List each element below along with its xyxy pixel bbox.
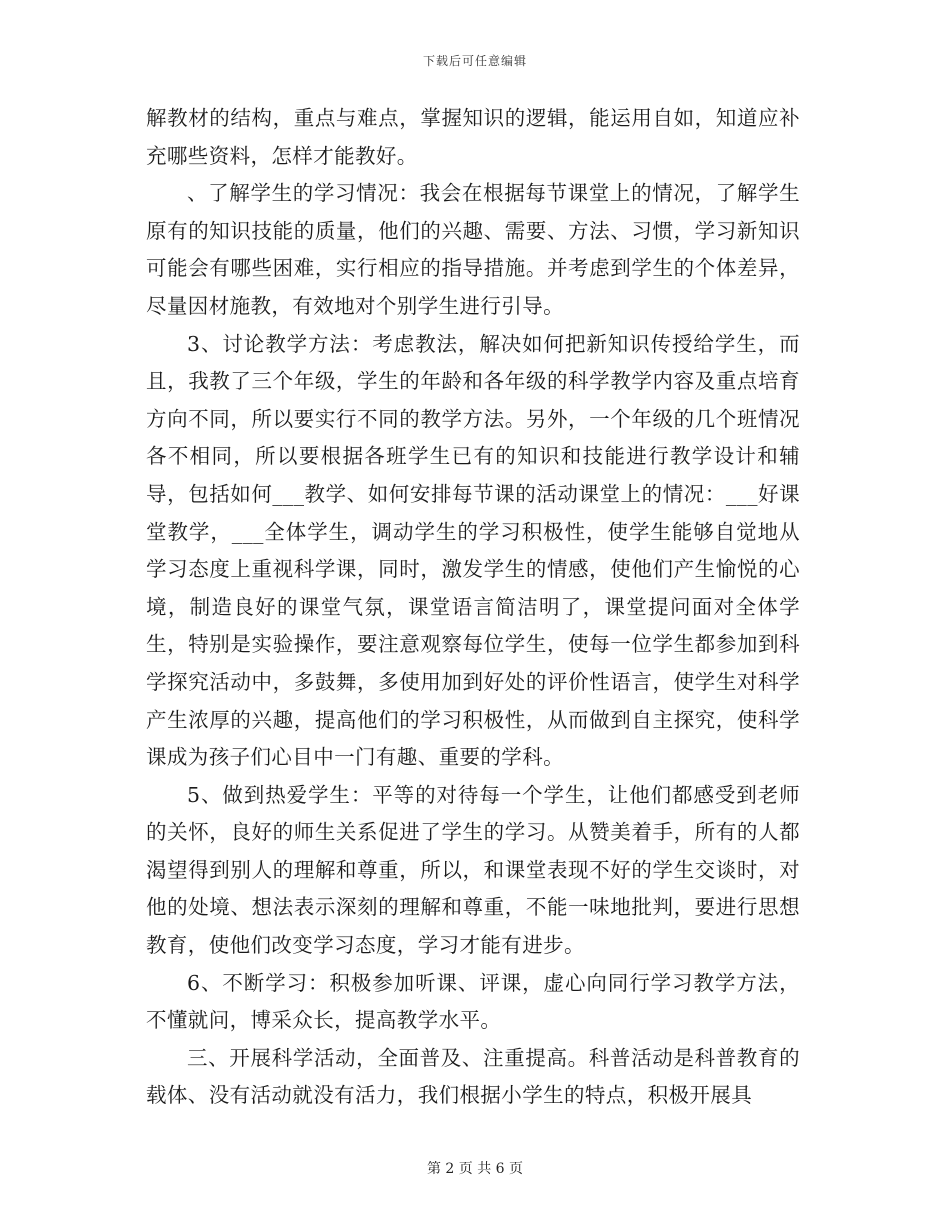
paragraph-love-students: 5、做到热爱学生：平等的对待每一个学生，让他们都感受到老师的关怀，良好的师生关系促进了学生的学习。从赞美着手，所有的人都渴望得到别人的理解和尊重，所以，和课堂表现不好的学生交谈时，对他的处境、想法表示深刻的理解和尊重，不能一味地批判，要进行思想教育，使他们改变学习态度，学习才能有进步。 <box>146 782 800 958</box>
paragraph-continuation: 解教材的结构，重点与难点，掌握知识的逻辑，能运用自如，知道应补充哪些资料，怎样才能教好。 <box>146 106 800 168</box>
page-footer: 第 2 页 共 6 页 <box>426 1161 524 1177</box>
paragraph-student-learning: 、了解学生的学习情况：我会在根据每节课堂上的情况，了解学生原有的知识技能的质量，他们的兴趣、需要、方法、习惯，学习新知识可能会有哪些困难，实行相应的指导措施。并考虑到学生的个体差异，尽量因材施教，有效地对个别学生进行引导。 <box>146 181 800 318</box>
document-body <box>146 100 800 1115</box>
paragraph-teaching-methods: 3、讨论教学方法：考虑教法，解决如何把新知识传授给学生，而且，我教了三个年级，学生的年龄和各年级的科学教学内容及重点培育方向不同，所以要实行不同的教学方法。另外，一个年级的几个班情况各不相同，所以要根据各班学生已有的知识和技能进行教学设计和辅导，包括如何___教学、如何安排每节课的活动课堂上的情况：___好课堂教学，___全体学生，调动学生的学习积极性，使学生能够自觉地从学习态度上重视科学课，同时，激发学生的情感，使他们产生愉悦的心境，制造良好的课堂气氛，课堂语言简洁明了，课堂提问面对全体学生，特别是实验操作，要注意观察每位学生，使每一位学生都参加到科学探究活动中，多鼓舞，多使用加到好处的评价性语言，使学生对科学产生浓厚的兴趣，提高他们的学习积极性，从而做到自主探究，使科学课成为孩子们心目中一门有趣、重要的学科。 <box>146 331 800 770</box>
paragraph-science-activities: 三、开展科学活动，全面普及、注重提高。科普活动是科普教育的载体、没有活动就没有活力，我们根据小学生的特点，积极开展具 <box>146 1045 800 1108</box>
page-header: 下载后可任意编辑 <box>422 54 527 68</box>
paragraph-keep-learning: 6、不断学习：积极参加听课、评课，虚心向同行学习教学方法，不懂就问，博采众长，提高教学水平。 <box>146 970 800 1033</box>
